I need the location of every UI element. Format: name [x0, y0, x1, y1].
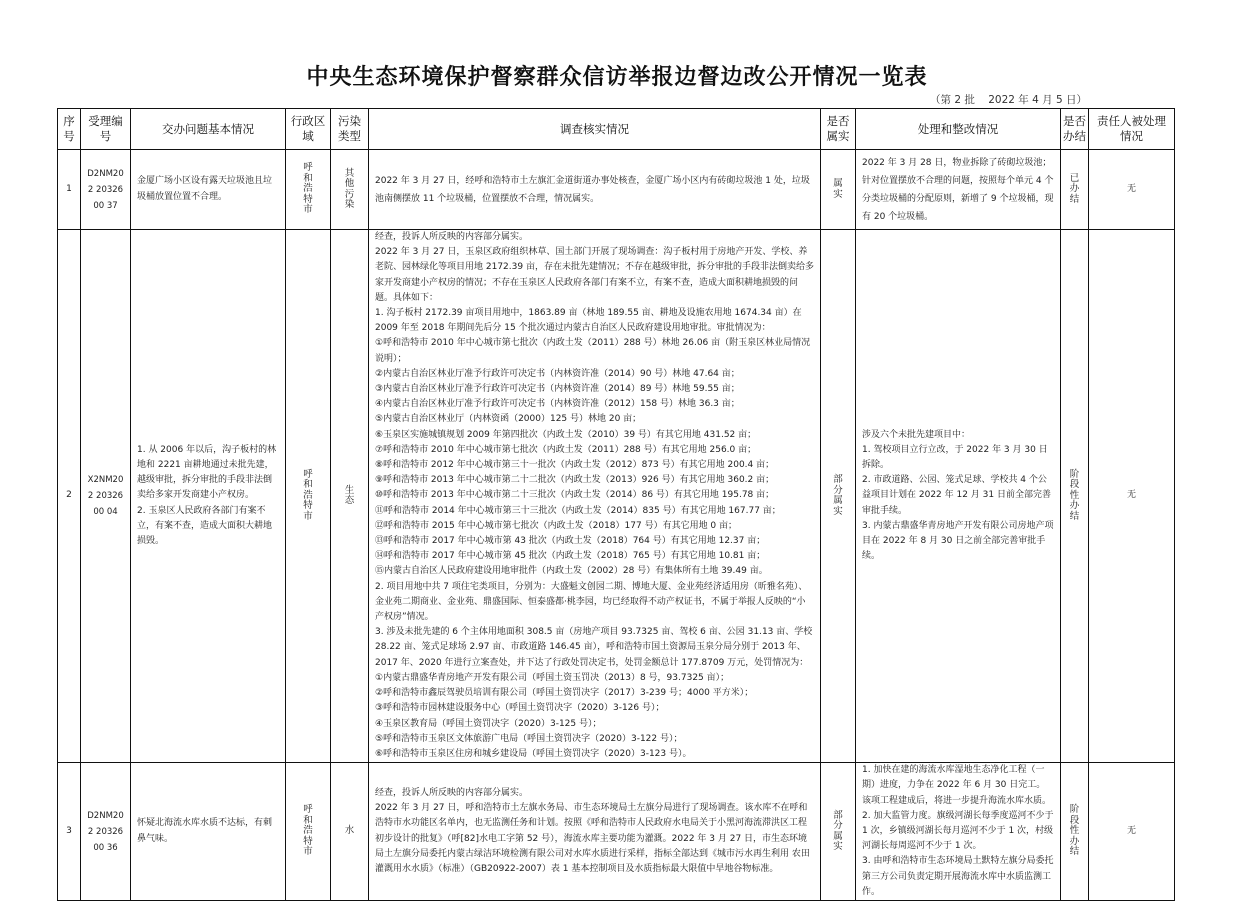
- region: [286, 230, 331, 763]
- issue-summary-paragraph: 1. 从 2006 年以后，沟子板村的林地和 2221 亩耕地通过未批先建，越级审批，拆分审批的手段非法倒卖给多家开发商建小产权房。: [137, 444, 277, 501]
- investigation-details-paragraph: ④玉泉区教育局（呼国土资罚决字（2020）3-125 号）；: [375, 718, 602, 729]
- complaint-table: [57, 108, 1175, 901]
- batch-date: （第 2 批 2022 年 4 月 5 日）: [930, 94, 1087, 106]
- investigation-details-paragraph: ⑦呼和浩特市 2010 年中心城市第七批次（内政土发（2011）288 号）有其它用地 256.0 亩；: [375, 444, 757, 455]
- handling-details-paragraph: 1. 驾校项目立行立改，于 2022 年 3 月 30 日拆除。: [862, 444, 1048, 471]
- investigation-details-paragraph: 2022 年 3 月 27 日，经呼和浩特市土左旗汇金道街道办事处核查，金厦广场小区内有砖砌垃圾池 1 处，垃圾池南侧摆放 11 个垃圾桶，位置摆放不合理，情况属实。: [375, 175, 810, 204]
- handling-details-paragraph: 3. 由呼和浩特市生态环境局土默特左旗分局委托第三方公司负责定期开展海流水库中水质监测工作。: [862, 856, 1054, 897]
- verified-status-text: 属实: [833, 178, 843, 200]
- closed-status: [1061, 150, 1089, 230]
- investigation-details-paragraph: ⑫呼和浩特市 2015 年中心城市第七批次（内政土发（2018）177 号）有其它用地 0 亩；: [375, 520, 738, 531]
- investigation-details-paragraph: ⑮内蒙古自治区人民政府建设用地审批件（内政土发（2002）28 号）有集体所有土地 39.49 亩。: [375, 566, 768, 577]
- investigation-details-paragraph: ①内蒙古鼎盛华青房地产开发有限公司（呼国土资玉罚决（2013）8 号，93.7325 亩）；: [375, 672, 730, 683]
- investigation-details-paragraph: ⑨呼和浩特市 2013 年中心城市第二十二批次（内政土发（2013）926 号）有其它用地 360.2 亩；: [375, 475, 775, 486]
- investigation-details-paragraph: ⑧呼和浩特市 2012 年中心城市第三十一批次（内政土发（2012）873 号）有其它用地 200.4 亩；: [375, 460, 775, 471]
- investigation-details-paragraph: ⑤呼和浩特市玉泉区文体旅游广电局（呼国土资罚决字（2020）3-122 号）；: [375, 733, 683, 744]
- row-number: 2: [58, 230, 81, 763]
- closed-status: [1061, 230, 1089, 763]
- closed-status-text: 阶段性办结: [1069, 804, 1080, 858]
- verified-status: [821, 230, 856, 763]
- pollution-type: [331, 763, 369, 901]
- header-punish: 责任人被处理情况: [1089, 109, 1175, 150]
- header-no: 序号: [58, 109, 81, 150]
- handling-details-paragraph: 2022 年 3 月 28 日，物业拆除了砖砌垃圾池；针对位置摆放不合理的问题，按照每个单元 4 个分类垃圾桶的分配原则，新增了 9 个垃圾桶，现有 20 个垃圾桶。: [862, 157, 1054, 222]
- page-title: 中央生态环境保护督察群众信访举报边督边改公开情况一览表: [306, 65, 928, 90]
- table-row: [58, 763, 1175, 901]
- investigation-details-paragraph: ⑥呼和浩特市玉泉区住房和城乡建设局（呼国土资罚决字（2020）3-123 号）。: [375, 748, 692, 759]
- table-row: [58, 150, 1175, 230]
- investigation-details-paragraph: ②内蒙古自治区林业厅准予行政许可决定书（内林资许准（2014）90 号）林地 47.64 亩；: [375, 368, 740, 379]
- pollution-type: [331, 150, 369, 230]
- investigation-details-paragraph: ①呼和浩特市 2010 年中心城市第七批次（内政土发（2011）288 号）林地 26.06 亩（附玉泉区林业局情况说明）；: [375, 338, 811, 364]
- verified-status-text: 部分属实: [833, 474, 843, 517]
- region-text: 呼和浩特市: [303, 468, 313, 522]
- investigation-details-paragraph: 3. 涉及未批先建的 6 个主体用地面积 308.5 亩（房地产项目 93.7325 亩、驾校 6 亩、公园 31.13 亩、学校 28.22 亩、笼式足球场 2.97 亩、市政道路 146.45 亩），呼和浩特市国土资源局玉泉分局分别于 2013 年、2017 年、2020 年进行立案查处，并下达了行政处罚决定书，处罚金额总计 177.8709 万元，处罚情况为：: [375, 627, 813, 668]
- header-region: 行政区域: [286, 109, 331, 150]
- issue-summary-paragraph: 金厦广场小区设有露天垃圾池且垃圾桶放置位置不合理。: [137, 176, 273, 202]
- region: [286, 763, 331, 901]
- row-number: 3: [58, 763, 81, 901]
- header-row: [58, 109, 1175, 150]
- region: [286, 150, 331, 230]
- investigation-details-paragraph: ⑬呼和浩特市 2017 年中心城市第 43 批次（内政土发（2018）764 号）有其它用地 12.37 亩；: [375, 536, 766, 547]
- investigation-details-paragraph: ③内蒙古自治区林业厅准予行政许可决定书（内林资许准（2014）89 号）林地 59.55 亩；: [375, 384, 740, 395]
- investigation-details-paragraph: ⑩呼和浩特市 2013 年中心城市第二十三批次（内政土发（2014）86 号）有其它用地 195.78 亩；: [375, 490, 775, 501]
- issue-summary: [131, 230, 286, 763]
- investigation-details-paragraph: 2022 年 3 月 27 日，呼和浩特市土左旗水务局、市生态环境局土左旗分局进行了现场调查。该水库不在呼和浩特市水功能区名单内，也无监测任务和计划。按照《呼和浩特市人民政府水电局关于小黑河海流滞洪区工程初步设计的批复》（呼[82]水电工字第 52 号），海流水库主要功能为灌溉。2022 年 3 月 27 日，市生态环境局土左旗分局委托内蒙古绿洁环境检测有限公司对水库水质进行采样，指标全部达到《城市污水再生利用 农田灌溉用水水质》（标准）（GB20922-2007）表 1 基本控制项目及水质指标最大限值中旱地谷物标准。: [375, 803, 810, 874]
- investigation-details-paragraph: ③呼和浩特市园林建设服务中心（呼国土资罚决字（2020）3-126 号）；: [375, 703, 665, 714]
- pollution-type-text: 水: [344, 825, 355, 837]
- investigation-details: [369, 763, 821, 901]
- punishment: 无: [1089, 763, 1175, 901]
- closed-status: [1061, 763, 1089, 901]
- region-text: 呼和浩特市: [303, 804, 313, 858]
- investigation-details-paragraph: ⑭呼和浩特市 2017 年中心城市第 45 批次（内政土发（2018）765 号）有其它用地 10.81 亩；: [375, 551, 766, 562]
- investigation-details-paragraph: ②呼和浩特市鑫辰驾驶员培训有限公司（呼国土资罚决字（2017）3-239 号；4000 平方米）；: [375, 688, 754, 699]
- row-number: 1: [58, 150, 81, 230]
- header-issue: 交办问题基本情况: [131, 109, 286, 150]
- region-text: 呼和浩特市: [303, 162, 313, 216]
- header-investigation: 调查核实情况: [369, 109, 821, 150]
- investigation-details-paragraph: 经查，投诉人所反映的内容部分属实。: [375, 232, 529, 242]
- punishment: 无: [1089, 230, 1175, 763]
- handling-details: [856, 763, 1061, 901]
- closed-status-text: 阶段性办结: [1069, 468, 1080, 522]
- investigation-details: [369, 230, 821, 763]
- header-code: 受理编号: [81, 109, 131, 150]
- handling-details: [856, 230, 1061, 763]
- pollution-type-text: 生态: [344, 484, 355, 507]
- pollution-type-text: 其他污染: [344, 167, 355, 210]
- handling-details-paragraph: 2. 加大监管力度。旗级河湖长每季度巡河不少于 1 次，乡镇级河湖长每月巡河不少于 1 次，村级河湖长每周巡河不少于 1 次。: [862, 810, 1054, 852]
- handling-details-paragraph: 3. 内蒙古鼎盛华青房地产开发有限公司房地产项目在 2022 年 8 月 30 日之前全部完善审批手续。: [862, 520, 1054, 562]
- case-code: X2NM202 2032600 04: [81, 230, 131, 763]
- investigation-details-paragraph: 2022 年 3 月 27 日，玉泉区政府组织林草、国土部门开展了现场调查：沟子板村用于房地产开发、学校、养老院、园林绿化等项目用地 2172.39 亩，存在未批先建情况；不存在越级审批，拆分审批的手段非法倒卖给多家开发商建小产权房的情况；不存在玉泉区人民政府各部门有案不立，有案不查，造成大面积耕地损毁的问题。具体如下：: [375, 247, 814, 303]
- handling-details-paragraph: 2. 市政道路、公园、笼式足球、学校共 4 个公益项目计划在 2022 年 12 月 31 日前全部完善审批手续。: [862, 475, 1051, 516]
- header-type: 污染类型: [331, 109, 369, 150]
- investigation-details-paragraph: 经查，投诉人所反映的内容部分属实。: [375, 787, 529, 798]
- investigation-details: [369, 150, 821, 230]
- punishment: 无: [1089, 150, 1175, 230]
- header-handling: 处理和整改情况: [856, 109, 1061, 150]
- closed-status-text: 已办结: [1069, 172, 1080, 205]
- investigation-details-paragraph: 1. 沟子板村 2172.39 亩项目用地中，1863.89 亩（林地 189.55 亩、耕地及设施农用地 1674.34 亩）在 2009 年至 2018 年期间先后分 15 个批次通过内蒙古自治区人民政府建设用地审批。审批情况为：: [375, 308, 802, 334]
- pollution-type: [331, 230, 369, 763]
- investigation-details-paragraph: ⑪呼和浩特市 2014 年中心城市第三十三批次（内政土发（2014）835 号）有其它用地 167.77 亩；: [375, 505, 781, 516]
- header-closed: 是否办结: [1061, 109, 1089, 150]
- investigation-details-paragraph: ④内蒙古自治区林业厅准予行政许可决定书（内林资许准（2012）158 号）林地 36.3 亩；: [375, 399, 740, 410]
- handling-details-paragraph: 1. 加快在建的海流水库湿地生态净化工程（一期）进度，力争在 2022 年 6 月 30 日完工。该项工程建成后，将进一步提升海流水库水质。: [862, 765, 1052, 806]
- issue-summary-paragraph: 怀疑北海流水库水质不达标，有刺鼻气味。: [137, 818, 273, 844]
- verified-status: [821, 763, 856, 901]
- handling-details: [856, 150, 1061, 230]
- investigation-details-paragraph: 2. 项目用地中共 7 项住宅类项目，分别为：大盛魁文创园二期、博地大厦、金业苑经济适用房（昕雅名苑）、金业苑二期商业、金业苑、鼎盛国际、恒泰盛都·桃李园，均已经取得不动产权证书，不属于举报人反映的“小产权房”情况。: [375, 581, 808, 623]
- investigation-details-paragraph: ⑥玉泉区实施城镇规划 2009 年第四批次（内政土发（2010）39 号）有其它用地 431.52 亩；: [375, 429, 757, 440]
- table-row: [58, 230, 1175, 763]
- case-code: D2NM202 2032600 36: [81, 763, 131, 901]
- issue-summary: [131, 763, 286, 901]
- verified-status-text: 部分属实: [833, 809, 843, 853]
- issue-summary-paragraph: 2. 玉泉区人民政府各部门有案不立，有案不查，造成大面积大耕地损毁。: [137, 505, 273, 547]
- issue-summary: [131, 150, 286, 230]
- case-code: D2NM202 2032600 37: [81, 150, 131, 230]
- handling-details-paragraph: 涉及六个未批先建项目中：: [862, 429, 971, 440]
- header-verified: 是否属实: [821, 109, 856, 150]
- investigation-details-paragraph: ⑤内蒙古自治区林业厅（内林资函（2000）125 号）林地 20 亩；: [375, 414, 642, 425]
- verified-status: [821, 150, 856, 230]
